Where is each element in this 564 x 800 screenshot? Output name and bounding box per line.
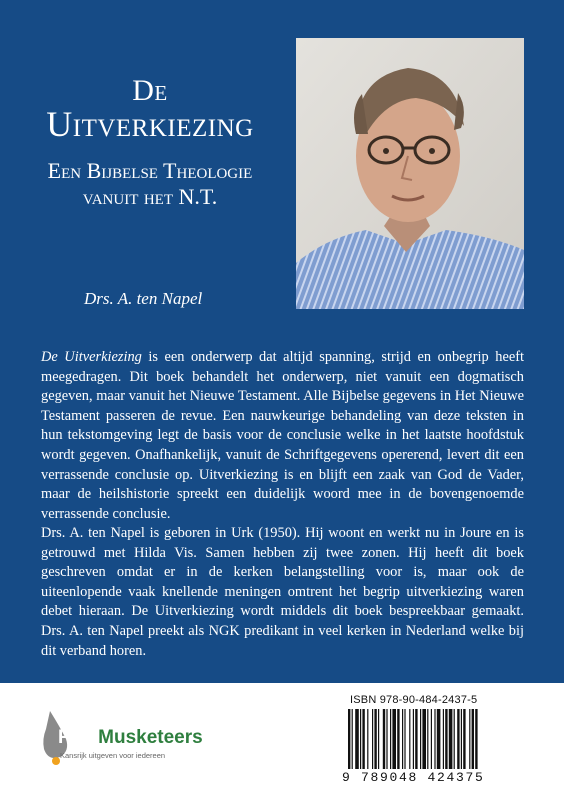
subtitle-line-2: vanuit het N.T.	[82, 184, 218, 209]
publisher-tagline: Kansrijk uitgeven voor iedereen	[60, 751, 166, 760]
blurb-lead-title: De Uitverkiezing	[41, 349, 142, 365]
subtitle-line-1: Een Bijbelse Theologie	[47, 158, 253, 183]
blurb-paragraph-1	[41, 348, 524, 524]
blurb-paragraph-1-text: is een onderwerp dat altijd spanning, strijd en onbegrip heeft meegedragen. Dit boek behandelt het onderwerp, niet vanuit een dogmatisch gegeven, maar vanuit het Nieuwe Testament. Alle Bijbelse gegevens in Het Nieuwe Testament passeren de revue. Een nauwkeurige behandeling van deze teksten in hun tekstomgeving legt de basis voor de conclusie welke in het laatste hoofdstuk wordt gegeven. Onafhankelijk, vanuit de Schriftgegevens opererend, levert dit een verrassende conclusie op. Uitverkiezing is en blijft een zaak van God de Vader, maar de heilshistorie spreekt een duidelijk woord mee in de bovengenoemde verrassende conclusie.	[41, 349, 525, 522]
publisher-logo	[38, 705, 218, 775]
blurb-paragraph-2: Drs. A. ten Napel is geboren in Urk (1950). Hij woont en werkt nu in Joure en is getrouwd met Hilda Vis. Samen hebben zij twee zonen. Hij heeft dit boek geschreven omdat er in de kerken belangstelling voor is, maar ook de uiteenlopende vaak knellende meningen omtrent het begrip uitverkiezing waren debet hieraan. De Uitverkiezing wordt middels dit boek bespreekbaar gemaakt. Drs. A. ten Napel preekt als NGK predikant in veel kerken in Nederland welke bij dit verband horen.	[41, 525, 524, 659]
title-line-1: De	[132, 74, 168, 107]
author-name: Drs. A. ten Napel	[84, 289, 203, 308]
author-photo	[296, 38, 524, 309]
publisher-name: FreeMusketeers	[58, 727, 203, 748]
title-line-2: Uitverkiezing	[46, 104, 254, 144]
barcode-digits: 9 789048 424375	[342, 770, 485, 785]
barcode-bars	[346, 709, 524, 769]
isbn-barcode	[342, 694, 528, 790]
isbn-label: ISBN 978-90-484-2437-5	[350, 694, 478, 706]
